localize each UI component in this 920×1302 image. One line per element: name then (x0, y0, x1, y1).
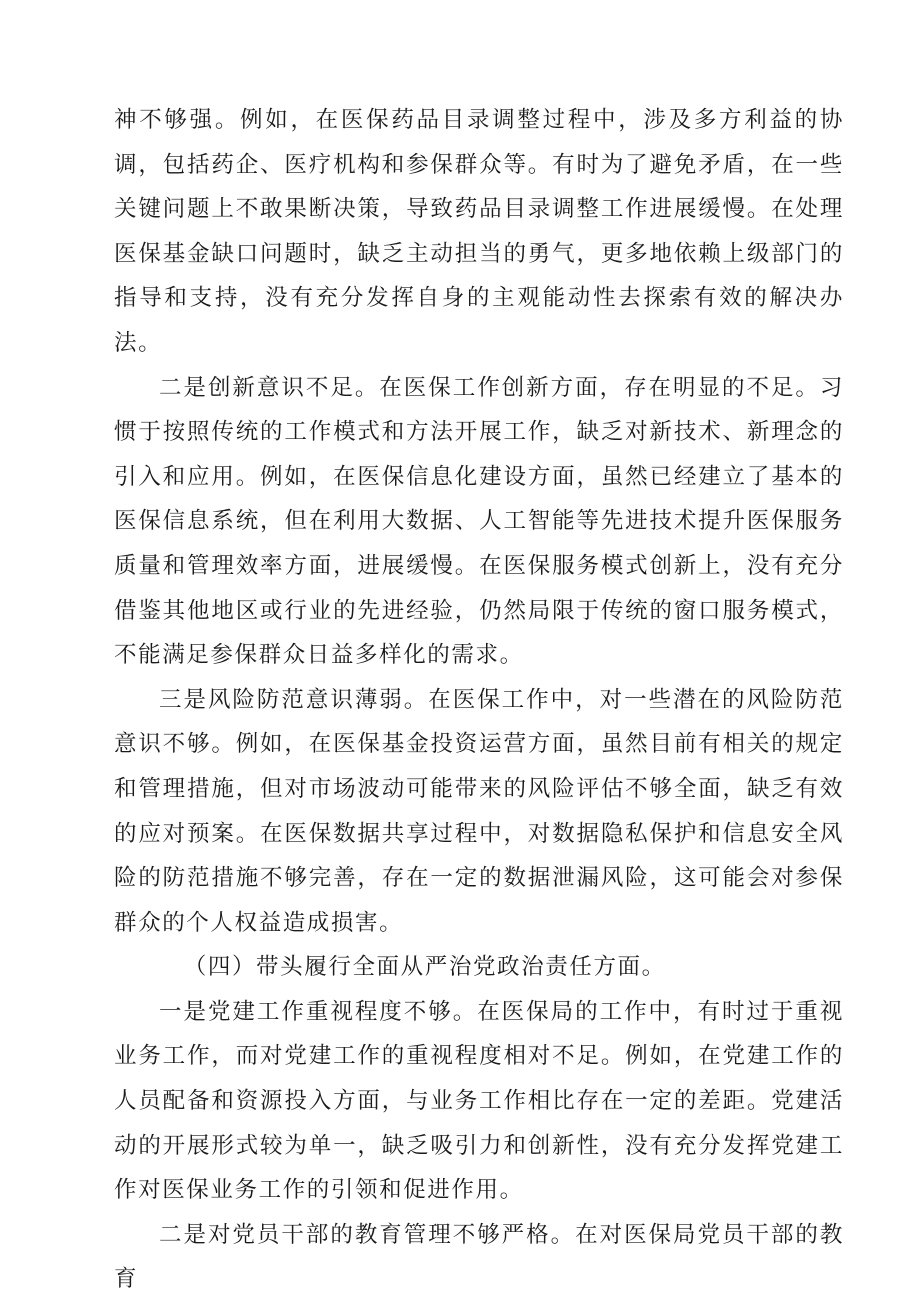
paragraph-education: 二是对党员干部的教育管理不够严格。在对医保局党员干部的教育 (114, 1221, 844, 1293)
paragraph-risk: 三是风险防范意识薄弱。在医保工作中，对一些潜在的风险防范意识不够。例如，在医保基金投资运营方面，虽然目前有相关的规定和管理措施，但对市场波动可能带来的风险评估不够全面，缺乏有效的应对预案。在医保数据共享过程中，对数据隐私保护和信息安全风险的防范措施不够完善，存在一定的数据泄漏风险，这可能会对参保群众的个人权益造成损害。 (114, 686, 844, 936)
section-heading: （四）带头履行全面从严治党政治责任方面。 (183, 954, 666, 981)
paragraph-innovation: 二是创新意识不足。在医保工作创新方面，存在明显的不足。习惯于按照传统的工作模式和方法开展工作，缺乏对新技术、新理念的引入和应用。例如，在医保信息化建设方面，虽然已经建立了基本的医保信息系统，但在利用大数据、人工智能等先进技术提升医保服务质量和管理效率方面，进展缓慢。在医保服务模式创新上，没有充分借鉴其他地区或行业的先进经验，仍然局限于传统的窗口服务模式，不能满足参保群众日益多样化的需求。 (114, 374, 844, 669)
paragraph-continued: 神不够强。例如，在医保药品目录调整过程中，涉及多方利益的协调，包括药企、医疗机构和参保群众等。有时为了避免矛盾，在一些关键问题上不敢果断决策，导致药品目录调整工作进展缓慢。在处理医保基金缺口问题时，缺乏主动担当的勇气，更多地依赖上级部门的指导和支持，没有充分发挥自身的主观能动性去探索有效的解决办法。 (114, 107, 844, 356)
paragraph-party-building: 一是党建工作重视程度不够。在医保局的工作中，有时过于重视业务工作，而对党建工作的重视程度相对不足。例如，在党建工作的人员配备和资源投入方面，与业务工作相比存在一定的差距。党建活动的开展形式较为单一，缺乏吸引力和创新性，没有充分发挥党建工作对医保业务工作的引领和促进作用。 (114, 998, 844, 1204)
document-body (114, 98, 844, 1302)
